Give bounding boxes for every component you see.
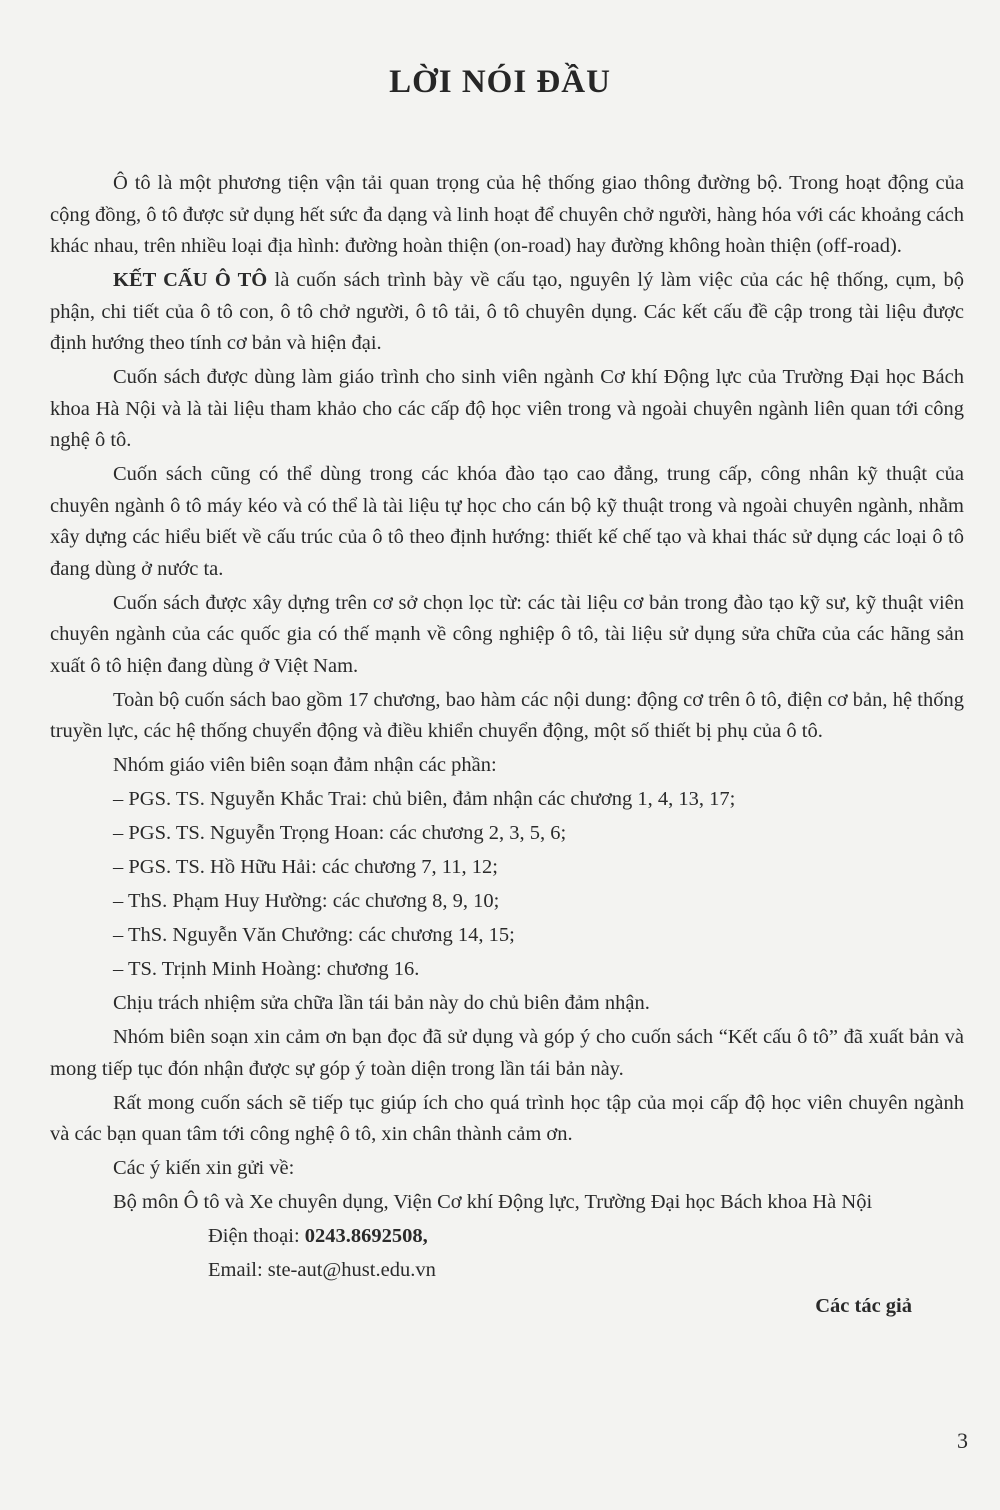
contributor-item: – PGS. TS. Hồ Hữu Hải: các chương 7, 11, 12; bbox=[113, 856, 498, 878]
page-title: LỜI NÓI ĐẦU bbox=[389, 64, 611, 100]
contributor-list bbox=[50, 784, 964, 986]
paragraph-address: Bộ môn Ô tô và Xe chuyên dụng, Viện Cơ khí Động lực, Trường Đại học Bách khoa Hà Nội bbox=[113, 1191, 873, 1213]
paragraph-contents: Toàn bộ cuốn sách bao gồm 17 chương, bao hàm các nội dung: động cơ trên ô tô, điện cơ bản, hệ thống truyền lực, các hệ thống chuyển động và điều khiển chuyển động, một số thiết bị phụ của ô tô. bbox=[50, 688, 964, 742]
paragraph-responsibility: Chịu trách nhiệm sửa chữa lần tái bản này do chủ biên đảm nhận. bbox=[113, 992, 650, 1014]
preface-body bbox=[50, 168, 964, 1322]
paragraph-feedback-intro: Các ý kiến xin gửi về: bbox=[113, 1157, 295, 1179]
paragraph-hope: Rất mong cuốn sách sẽ tiếp tục giúp ích cho quá trình học tập của mọi cấp độ học viên chuyên ngành và các bạn quan tâm tới công nghệ ô tô, xin chân thành cảm ơn. bbox=[50, 1091, 964, 1145]
paragraph-book-description bbox=[50, 265, 964, 360]
signature: Các tác giả bbox=[815, 1294, 912, 1317]
paragraph-intro: Ô tô là một phương tiện vận tải quan trọng của hệ thống giao thông đường bộ. Trong hoạt động của cộng đồng, ô tô được sử dụng hết sức đa dạng và linh hoạt để chuyên chở người, hàng hóa với các khoảng cách khác nhau, trên nhiều loại địa hình: đường hoàn thiện (on-road) hay đường không hoàn thiện (off-road). bbox=[50, 172, 964, 257]
contributor-item: – ThS. Nguyễn Văn Chưởng: các chương 14, 15; bbox=[113, 924, 515, 946]
paragraph-sources: Cuốn sách được xây dựng trên cơ sở chọn lọc từ: các tài liệu cơ bản trong đào tạo kỹ sư, kỹ thuật viên chuyên ngành của các quốc gia có thế mạnh về công nghiệp ô tô, tài liệu sử dụng sửa chữa của các hãng sản xuất ô tô hiện đang dùng ở Việt Nam. bbox=[50, 591, 964, 677]
page-number: 3 bbox=[957, 1428, 968, 1453]
contributor-item: – PGS. TS. Nguyễn Khắc Trai: chủ biên, đảm nhận các chương 1, 4, 13, 17; bbox=[113, 788, 736, 810]
phone-label: Điện thoại: bbox=[208, 1225, 305, 1247]
paragraph-authors-intro: Nhóm giáo viên biên soạn đảm nhận các phần: bbox=[113, 754, 497, 776]
phone-number: 0243.8692508, bbox=[304, 1225, 428, 1247]
phone-line bbox=[50, 1221, 964, 1253]
contributor-item: – TS. Trịnh Minh Hoàng: chương 16. bbox=[113, 958, 420, 980]
contributor-item: – ThS. Phạm Huy Hường: các chương 8, 9, 10; bbox=[113, 890, 500, 912]
paragraph-usage: Cuốn sách được dùng làm giáo trình cho sinh viên ngành Cơ khí Động lực của Trường Đại học Bách khoa Hà Nội và là tài liệu tham khảo cho các cấp độ học viên trong và ngoài chuyên ngành liên quan tới công nghệ ô tô. bbox=[50, 366, 964, 451]
paragraph-book-description-text: là cuốn sách trình bày về cấu tạo, nguyên lý làm việc của các hệ thống, cụm, bộ phận, chi tiết của ô tô con, ô tô chở người, ô tô tải, ô tô chuyên dụng. Các kết cấu đề cập trong tài liệu được định hướng theo tính cơ bản và hiện đại. bbox=[50, 269, 964, 354]
paragraph-thanks: Nhóm biên soạn xin cảm ơn bạn đọc đã sử dụng và góp ý cho cuốn sách “Kết cấu ô tô” đã xuất bản và mong tiếp tục đón nhận được sự góp ý toàn diện trong lần tái bản này. bbox=[50, 1026, 964, 1080]
email-line: Email: ste-aut@hust.edu.vn bbox=[208, 1259, 436, 1281]
contributor-item: – PGS. TS. Nguyễn Trọng Hoan: các chương 2, 3, 5, 6; bbox=[113, 822, 567, 844]
book-title: KẾT CẤU Ô TÔ bbox=[113, 269, 268, 291]
paragraph-training: Cuốn sách cũng có thể dùng trong các khóa đào tạo cao đẳng, trung cấp, công nhân kỹ thuật của chuyên ngành ô tô máy kéo và có thể là tài liệu tự học cho cán bộ kỹ thuật trong và ngoài chuyên ngành, nhằm xây dựng các hiểu biết về cấu trúc của ô tô theo định hướng: thiết kế chế tạo và khai thác sử dụng các loại ô tô đang dùng ở nước ta. bbox=[50, 463, 964, 580]
